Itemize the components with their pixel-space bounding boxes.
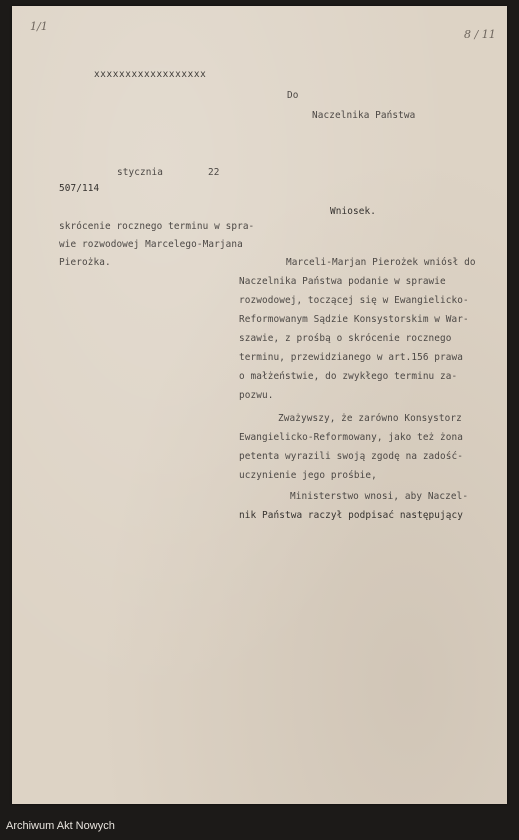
archive-name: Archiwum Akt Nowych — [6, 820, 115, 832]
body-line-2: Naczelnika Państwa podanie w sprawie — [239, 276, 446, 287]
addressee-prefix: Do — [287, 90, 299, 101]
reference-number: 507/114 — [59, 183, 100, 194]
archive-footer-bar — [0, 812, 519, 840]
body-line-9: Zważywszy, że zarówno Konsystorz — [278, 413, 462, 424]
body-line-14: nik Państwa raczył podpisać następujący — [239, 510, 464, 521]
addressee: Naczelnika Państwa — [312, 110, 416, 121]
pencil-folio-mark: 1/1 — [30, 20, 48, 33]
body-line-13: Ministerstwo wnosi, aby Naczel- — [290, 491, 469, 502]
pencil-page-number: 8 / 11 — [464, 28, 496, 41]
body-line-12: uczynienie jego prośbie, — [239, 470, 377, 481]
document-title: Wniosek. — [330, 206, 376, 217]
body-line-1: Marceli-Marjan Pierożek wniósł do — [286, 257, 476, 268]
subject-line-1: skrócenie rocznego terminu w spra- — [59, 221, 255, 232]
subject-line-3: Pierożka. — [59, 257, 111, 268]
body-line-8: pozwu. — [239, 390, 274, 401]
body-line-7: o małżeństwie, do zwykłego terminu za- — [239, 371, 458, 382]
body-line-10: Ewangielicko-Reformowany, jako też żona — [239, 432, 464, 443]
date-month: stycznia — [117, 167, 163, 178]
document-page — [12, 6, 507, 804]
struck-out-line: xxxxxxxxxxxxxxxxxx — [94, 69, 207, 80]
body-line-5: szawie, z prośbą o skrócenie rocznego — [239, 333, 452, 344]
body-line-3: rozwodowej, toczącej się w Ewangielicko- — [239, 295, 469, 306]
body-line-4: Reformowanym Sądzie Konsystorskim w War- — [239, 314, 469, 325]
subject-line-2: wie rozwodowej Marcelego-Marjana — [59, 239, 243, 250]
body-line-6: terminu, przewidzianego w art.156 prawa — [239, 352, 464, 363]
body-line-11: petenta wyrazili swoją zgodę na zadość- — [239, 451, 464, 462]
date-day: 22 — [208, 167, 220, 178]
